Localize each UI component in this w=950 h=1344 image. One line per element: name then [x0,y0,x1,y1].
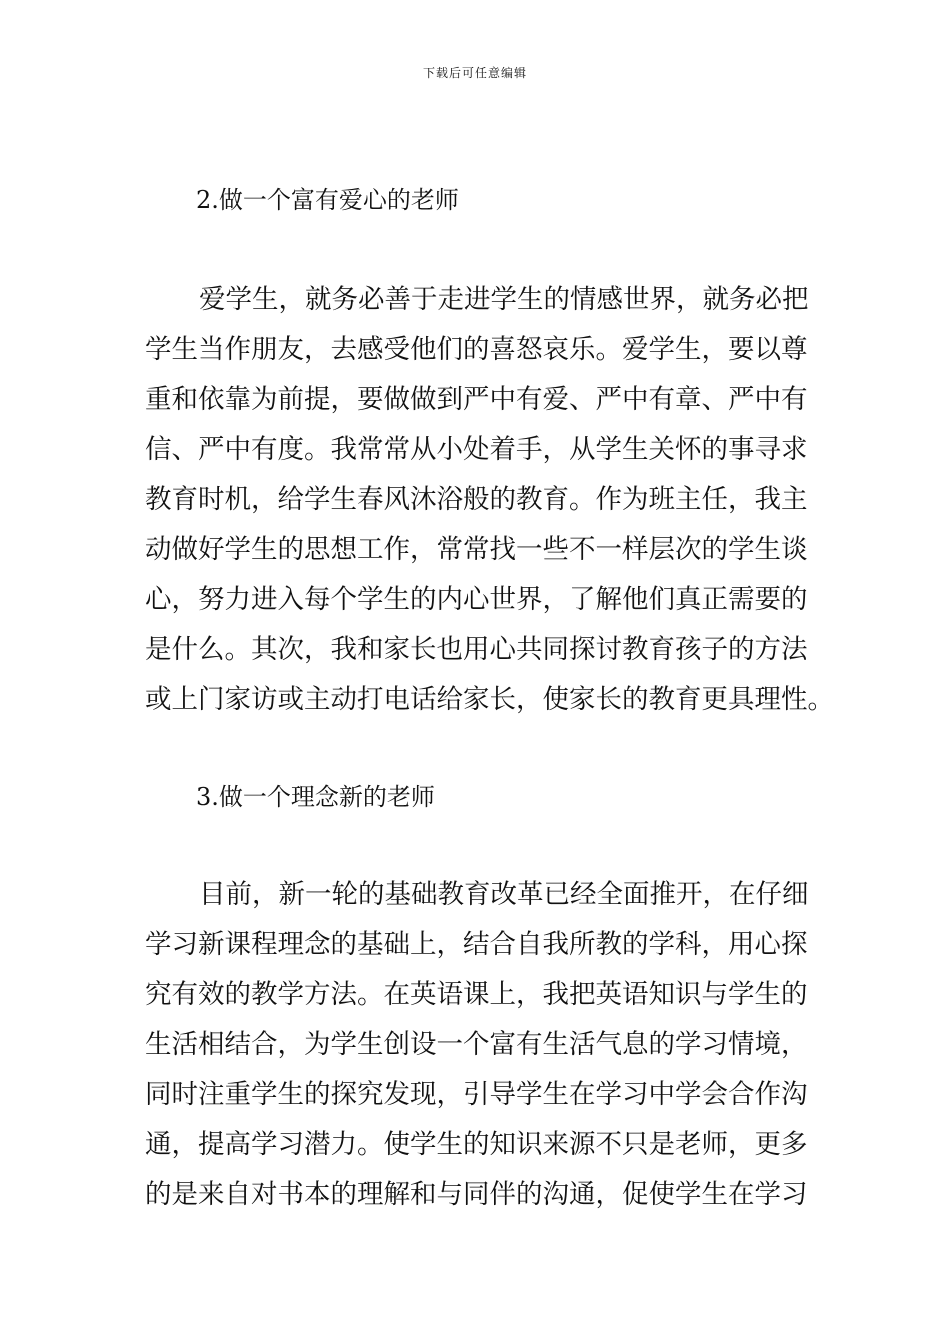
page-header: 下载后可任意编辑 [422,66,527,80]
paragraph-line: 学习新课程理念的基础上，结合自我所教的学科，用心探 [145,929,808,960]
paragraph-line: 重和依靠为前提，要做做到严中有爱、严中有章、严中有 [145,384,808,415]
paragraph-line: 或上门家访或主动打电话给家长，使家长的教育更具理性。 [145,684,834,715]
paragraph-line: 究有效的教学方法。在英语课上，我把英语知识与学生的 [145,979,808,1010]
paragraph-line: 的是来自对书本的理解和与同伴的沟通，促使学生在学习 [145,1179,808,1210]
paragraph-line: 同时注重学生的探究发现，引导学生在学习中学会合作沟 [145,1079,808,1110]
section-paragraph-3 [145,876,815,1226]
paragraph-line: 动做好学生的思想工作，常常找一些不一样层次的学生谈 [145,534,808,565]
paragraph-line: 爱学生，就务必善于走进学生的情感世界，就务必把 [199,284,809,315]
paragraph-line: 心，努力进入每个学生的内心世界，了解他们真正需要的 [145,584,808,615]
section-paragraph-2 [145,281,834,731]
paragraph-line: 学生当作朋友，去感受他们的喜怒哀乐。爱学生，要以尊 [145,334,808,365]
section-heading-2: 2.做一个富有爱心的老师 [196,186,459,214]
paragraph-line: 是什么。其次，我和家长也用心共同探讨教育孩子的方法 [145,634,808,665]
paragraph-line: 通，提高学习潜力。使学生的知识来源不只是老师，更多 [145,1129,808,1160]
paragraph-line: 信、严中有度。我常常从小处着手，从学生关怀的事寻求 [145,434,808,465]
paragraph-line: 生活相结合，为学生创设一个富有生活气息的学习情境， [145,1029,808,1060]
paragraph-line: 目前，新一轮的基础教育改革已经全面推开，在仔细 [199,879,809,910]
paragraph-line: 教育时机，给学生春风沐浴般的教育。作为班主任，我主 [145,484,808,515]
section-heading-3: 3.做一个理念新的老师 [196,783,435,811]
